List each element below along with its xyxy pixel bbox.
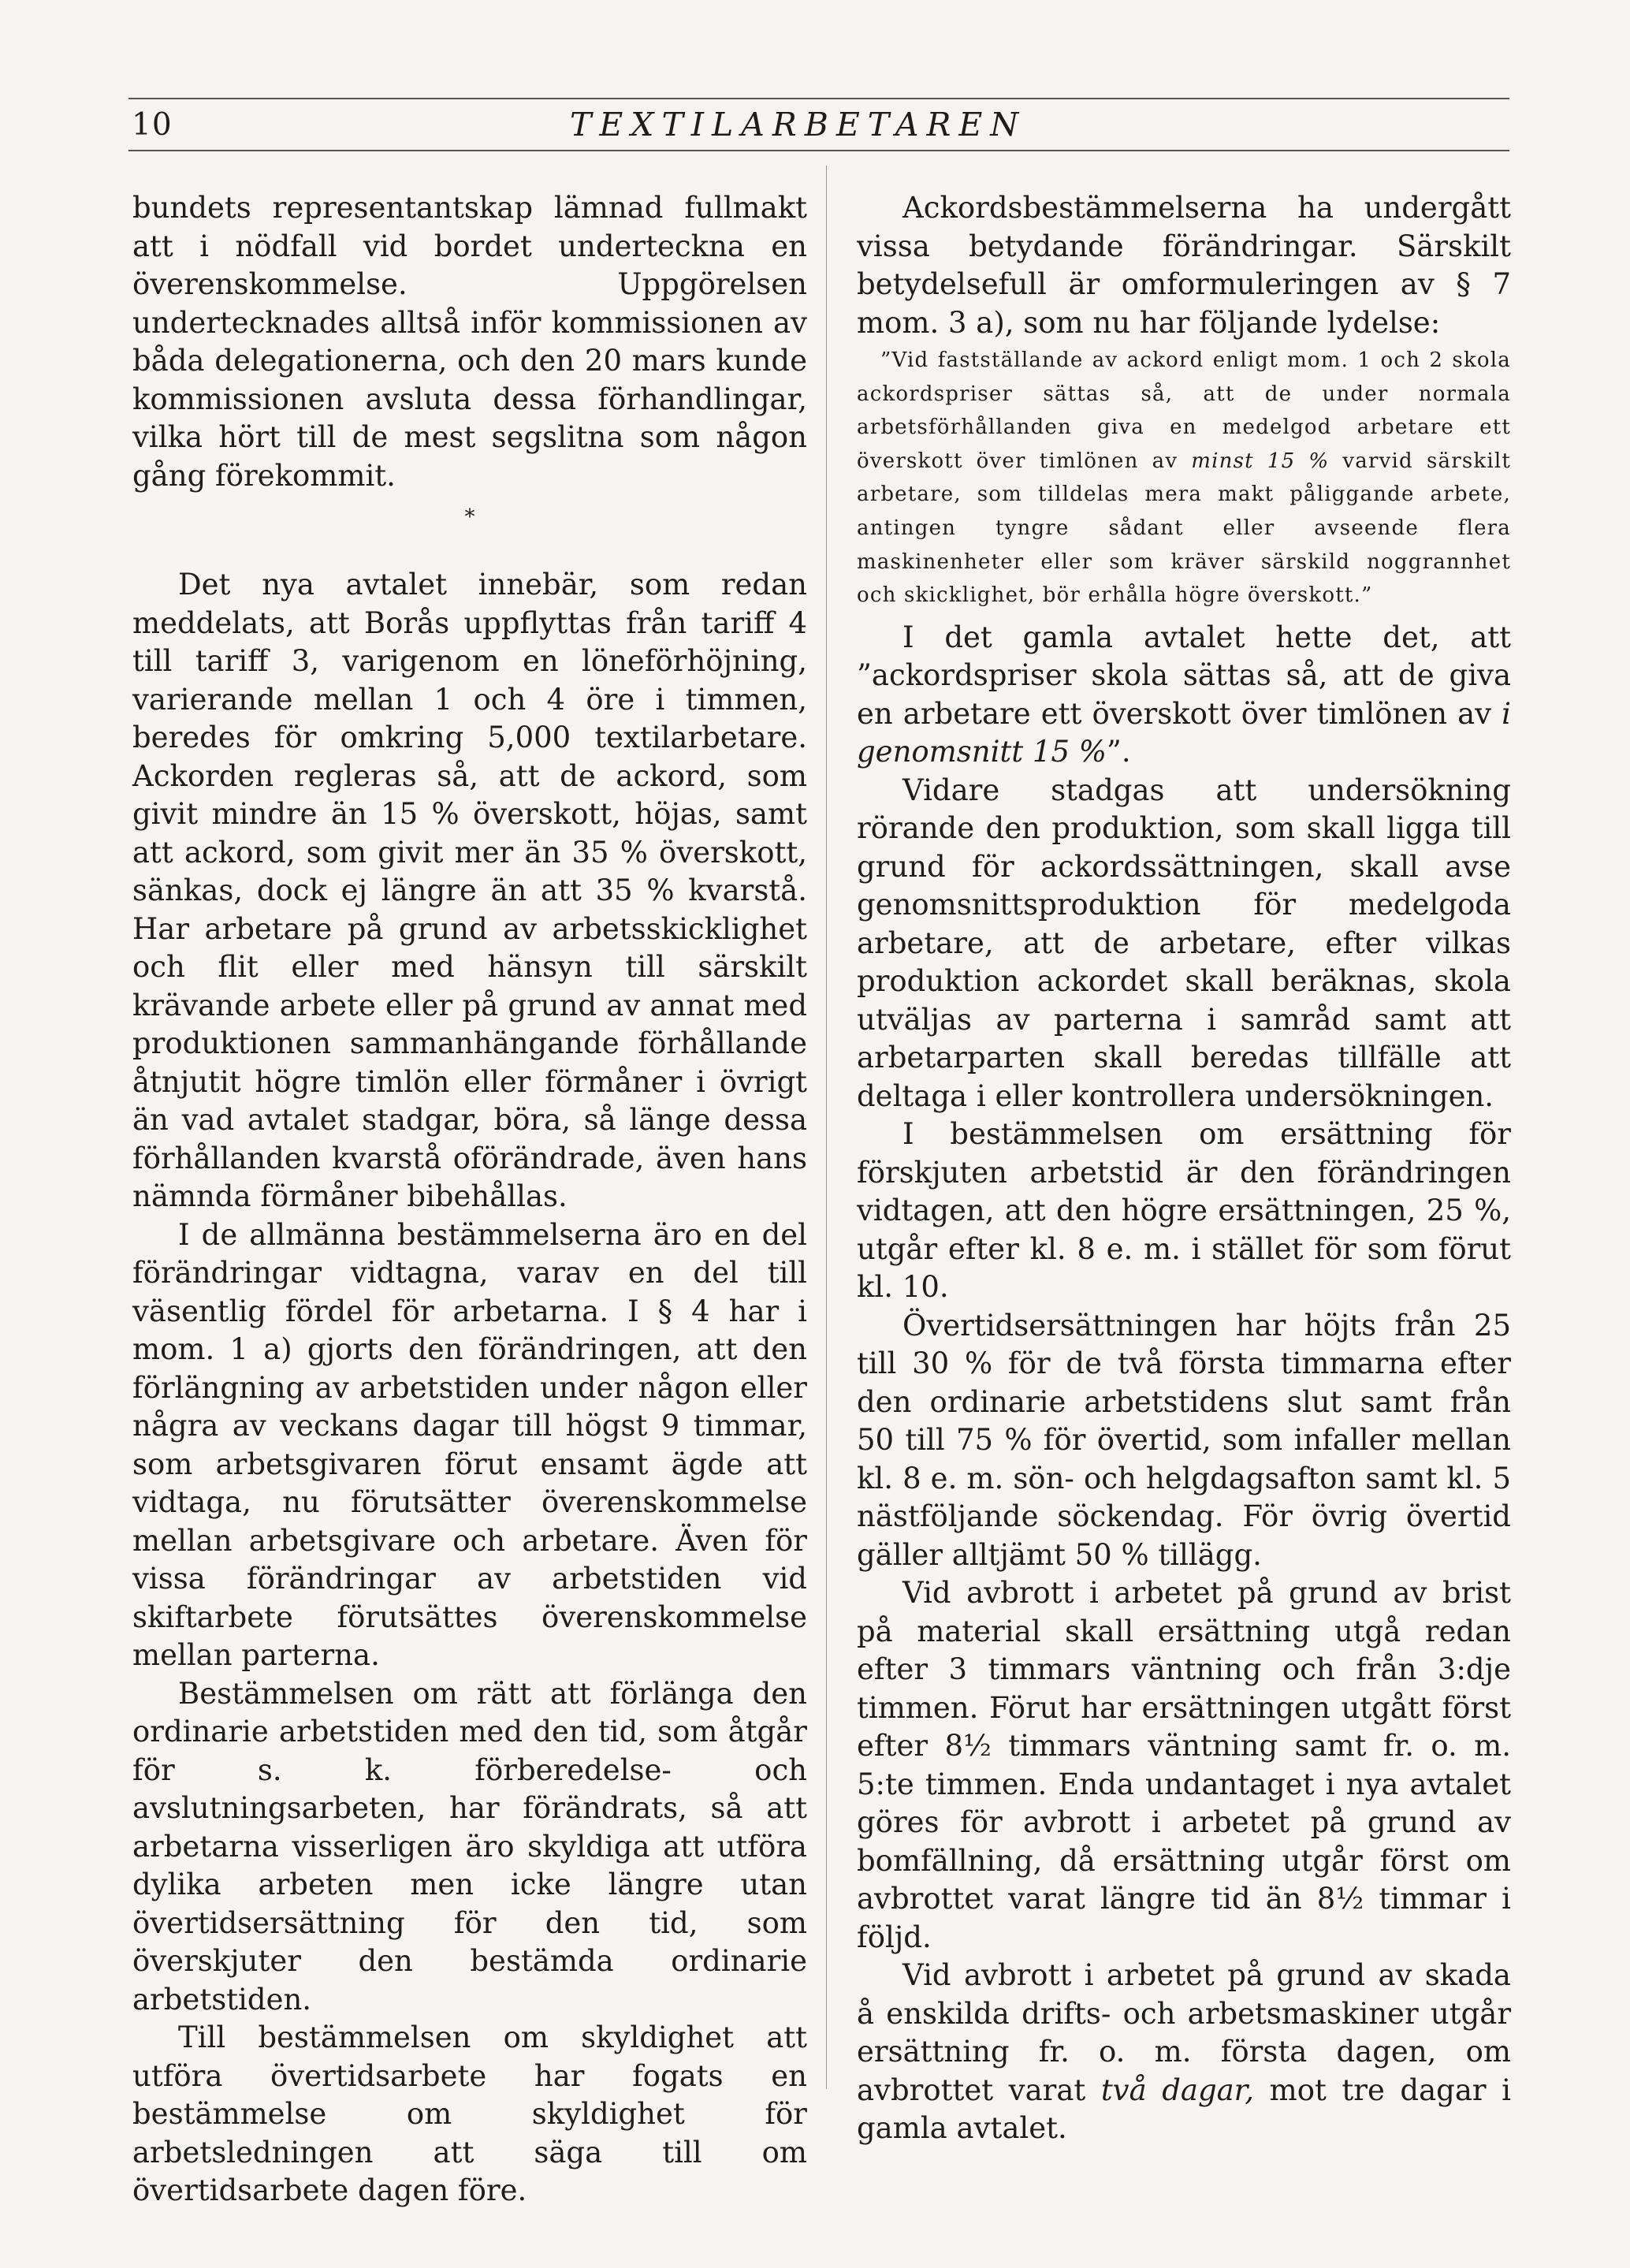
paragraph-emphasis: i genomsnitt 15 % [857,696,1511,769]
header-top-rule [128,98,1509,99]
paragraph: Det nya avtalet innebär, som redan meddelats, att Borås uppflyttas från tariff 4 till tariff 3, varigenom en löneförhöjning, varierande mellan 1 och 4 öre i timmen, beredes för omkring 5,000 textilarbetare. Ackorden regleras så, att de ackord, som givit mindre än 15 % överskott, höjas, samt att ackord, som givit mer än 35 % överskott, sänkas, dock ej längre än att 35 % kvarstå. Har arbetare på grund av arbetsskicklighet och flit eller med hänsyn till särskilt krävande arbete eller på grund av annat med produktionen sammanhängande förhållande åtnjutit högre timlön eller förmåner i övrigt än vad avtalet stadgar, böra, så länge dessa förhållanden kvarstå oförändrade, även hans nämnda förmåner bibehållas. [132,568,807,1213]
right-column [857,189,1511,2148]
paragraph-emphasis: två dagar, [1100,2072,1255,2107]
paragraph: Övertidsersättningen har höjts från 25 till 30 % för de två första timmarna efter den ordinarie arbetstidens slut samt från 50 till 75 % för övertid, som infaller mellan kl. 8 e. m. sön- och helgdagsafton samt kl. 5 nästföljande söckendag. För övrig övertid gäller alltjämt 50 % tillägg. [857,1308,1511,1572]
paragraph-text: ”. [1106,735,1131,769]
paragraph: bundets representantskap lämnad fullmakt att i nödfall vid bordet underteckna en överenskommelse. Uppgörelsen undertecknades alltså inför kommissionen av båda delegationerna, och den 20 mars kunde kommissionen avsluta dessa förhandlingar, vilka hört till de mest segslitna som någon gång förekommit. [132,191,807,493]
running-header [128,101,1509,151]
quote-text: ”Vid fastställande av ackord enligt mom. 1 och 2 skola ackordspriser sättas så, att de under normala arbetsförhållanden giva en medelgod arbetare ett överskott över timlönen av [857,348,1511,473]
journal-title: TEXTILARBETAREN [570,106,1027,143]
quote-text: varvid särskilt arbetare, som tilldelas mera makt påliggande arbete, antingen tyngre sådant eller avseende flera maskinenheter eller som kräver särskild noggrannhet och skicklighet, bör erhålla högre överskott.” [857,449,1511,608]
page-number: 10 [132,107,173,143]
paragraph: Vid avbrott i arbetet på grund av brist på material skall ersättning utgå redan efter 3 timmars väntning och från 3:dje timmen. Förut har ersättningen utgått först efter 8½ timmars väntning samt fr. o. m. 5:te timmen. Enda undantaget i nya avtalet göres för avbrott i arbetet på grund av bomfällning, då ersättning utgår först om avbrottet varat längre tid än 8½ timmar i följd. [857,1576,1511,1954]
paragraph: I de allmänna bestämmelserna äro en del förändringar vidtagna, varav en del till väsentlig fördel för arbetarna. I § 4 har i mom. 1 a) gjorts den förändringen, att den förlängning av arbetstiden under någon eller några av veckans dagar till högst 9 timmar, som arbetsgivaren förut ensamt ägde att vidtaga, nu förutsätter överenskommelse mellan arbetsgivare och arbetare. Även för vissa förändringar av arbetstiden vid skiftarbete förutsättes överenskommelse mellan parterna. [132,1217,807,1672]
quote-emphasis: minst 15 % [1191,449,1330,473]
paragraph-text: I det gamla avtalet hette det, att ”ackordspriser skola sättas så, att de giva en arbetare ett överskott över timlönen av [857,620,1511,731]
paragraph: Ackordsbestämmelserna ha undergått vissa betydande förändringar. Särskilt betydelsefull är omformuleringen av § 7 mom. 3 a), som nu har följande lydelse: [857,191,1511,340]
paragraph: Vidare stadgas att undersökning rörande den produktion, som skall ligga till grund för ackordssättningen, skall avse genomsnittsproduktion för medelgoda arbetare, att de arbetare, efter vilkas produktion ackordet skall beräknas, skola utväljas av parterna i samråd samt att arbetarparten skall beredas tillfälle att deltaga i eller kontrollera undersökningen. [857,773,1511,1113]
paragraph: Bestämmelsen om rätt att förlänga den ordinarie arbetstiden med den tid, som åtgår för s. k. förberedelse- och avslutningsarbeten, har förändrats, så att arbetarna visserligen äro skyldiga att utföra dylika arbeten men icke längre utan övertidsersättning för den tid, som överskjuter den bestämda ordinarie arbetstiden. [132,1676,807,2017]
header-bottom-rule [128,150,1509,151]
section-separator: * [464,505,475,529]
paragraph [857,1957,1511,2148]
paragraph-text: Vid avbrott i arbetet på grund av skada å enskilda drifts- och arbetsmaskiner utgår ersättning fr. o. m. första dagen, om avbrottet varat [857,1958,1511,2107]
left-column [132,189,807,2210]
column-divider [826,166,827,2089]
paragraph-text: mot tre dagar i gamla avtalet. [857,2072,1511,2146]
quoted-regulation [857,344,1511,613]
paragraph: Till bestämmelsen om skyldighet att utföra övertidsarbete har fogats en bestämmelse om skyldighet för arbetsledningen att säga till om övertidsarbete dagen före. [132,2020,807,2207]
paragraph: I bestämmelsen om ersättning för förskjuten arbetstid är den förändringen vidtagen, att den högre ersättningen, 25 %, utgår efter kl. 8 e. m. i stället för som förut kl. 10. [857,1117,1511,1305]
paragraph [857,619,1511,772]
